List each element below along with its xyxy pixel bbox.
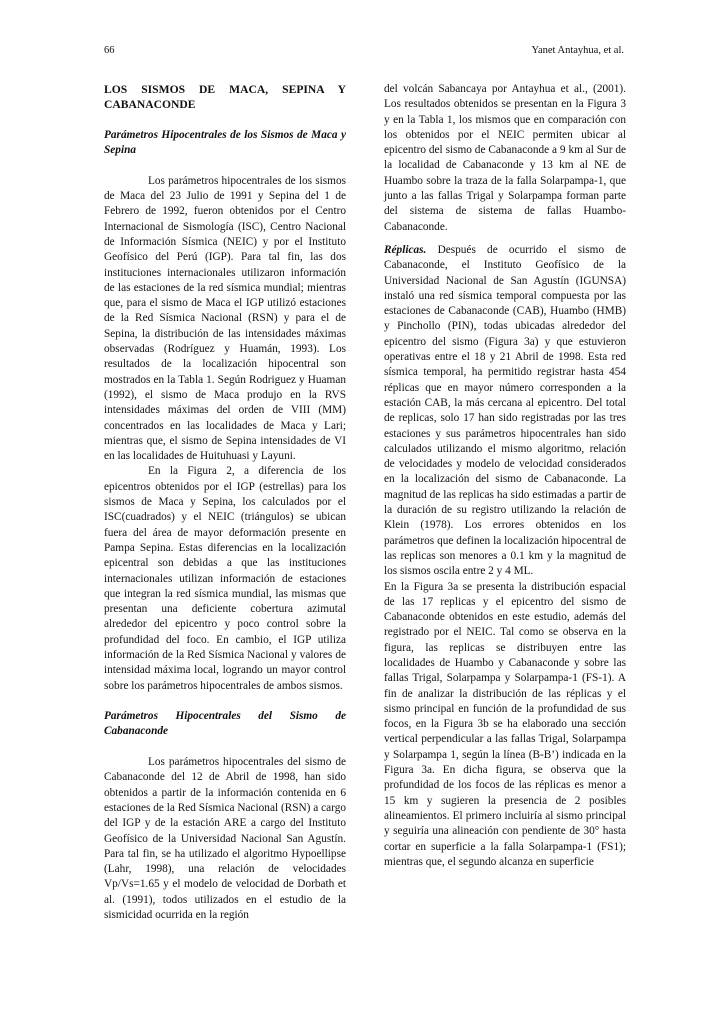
running-header — [104, 42, 624, 60]
section-title: LOS SISMOS DE MACA, SEPINA Y CABANACONDE — [104, 83, 346, 112]
paragraph-maca-sepina-1: Los parámetros hipocentrales de los sismos de Maca del 23 Julio de 1991 y Sepina del 1 de Febrero de 1992, fueron obtenidos por el Centro Internacional de Sismología (ISC), Centro Nacional de Información Sísmica (NEIC) y por el Instituto Geofísico del Perú (IGP). Para tal fin, las dos instituciones internacionales utilizaron información de las estaciones de la red sísmica mundial; mientras que, para el sismo de Maca el IGP utilizó estaciones de la Red Sísmica Nacional (RSN) y para el de Sepina, la distribución de las intensidades máximas observadas (Rodríguez y Huamán, 1993). Los resultados de la localización hipocentral son mostrados en la Tabla 1. Según Rodriguez y Huaman (1992), el sismo de Maca produjo en la RVS intensidades máximas del orden de VIII (MM) concentrados en las localidades de Maca y Lari; mientras que, el sismo de Sepina intensidades de VI en las localidades de Huituhuasi y Layuni. — [104, 174, 346, 463]
left-column — [104, 82, 346, 923]
paragraph-replicas-distribution: En la Figura 3a se presenta la distribución espacial de las 17 replicas y el epicentro del sismo de Cabanaconde obtenidos en este estudio, además del registrado por el NEIC. Tal como se observa en la figura, las replicas se distribuyen entre las localidades de Huambo y Cabanaconde y sobre las fallas Trigal, Solarpampa y Solarpampa-1 (FS-1). A fin de analizar la distribución de las réplicas y el sismo principal en función de la profundidad de sus focos, en la Figura 3b se ha elaborado una sección vertical perpendicular a las fallas Trigal, Solarpampa y Solarpampa 1, según la línea (B-B’) indicada en la Figura 3a. En dicha figura, se observa que la profundidad de los focos de las réplicas es menor a 15 km y sugieren la presencia de 2 posibles alineamientos. El primero incluiría al sismo principal y seguiría una alineación con pendiente de 30° hasta cortar en superficie a la falla Solarpampa-1 (FS1); mientras que, el segundo alcanza en superficie — [384, 580, 626, 868]
right-column — [384, 82, 626, 870]
subheading-maca-sepina: Parámetros Hipocentrales de los Sismos de Maca y Sepina — [104, 128, 346, 157]
replicas-lead-in: Réplicas. — [384, 243, 427, 256]
paragraph-maca-sepina-2: En la Figura 2, a diferencia de los epicentros obtenidos por el IGP (estrellas) para los sismos de Maca y Sepina, los calculados por el ISC(cuadrados) y el NEIC (triángulos) se ubican fuera del área de mayor deformación presente en Pampa Sepina. Estas diferencias en la localización epicentral son debidas a que las instituciones internacionales utilizan información de estaciones que integran la red sísmica mundial, las mismas que presentan una deficiente cobertura azimutal alrededor del epicentro y poco control sobre la profundidad del foco. En cambio, el IGP utiliza información de la Red Sísmica Nacional y valores de intensidad máxima local, logrando un mayor control sobre los parámetros hipocentrales de ambos sismos. — [104, 465, 346, 692]
replicas-text: Después de ocurrido el sismo de Cabanaconde, el Instituto Geofísico de la Universidad Nacional de San Agustín (IGUNSA) instaló una red sísmica temporal compuesta por las estaciones de Cabanaconde (CAB), Huambo (HMB) y Pinchollo (PIN), todas ubicadas alrededor del epicentro del sismo (Figura 3a) y que estuvieron operativas entre el 18 y 21 Abril de 1998. Esta red sísmica temporal, ha permitido registrar hasta 454 réplicas que en mayor número corresponden a la estación CAB, la más cercana al epicentro. Del total de replicas, solo 17 han sido registradas por las tres estaciones y sus parámetros hipocentrales han sido calculados utilizando el mismo algoritmo, relación de velocidades y modelo de velocidad considerados en la localización del sismo de Cabanaconde. La magnitud de las replicas ha sido estimadas a partir de la duración de su registro utilizando la relación de Klein (1978). Los errores obtenidos en los parámetros que definen la localización hipocentral de las replicas son menores a 0.1 km y la magnitud de los sismos oscila entre 2 y 4 ML. — [384, 243, 626, 578]
paragraph-cabanaconde-continued: del volcán Sabancaya por Antayhua et al., (2001). Los resultados obtenidos se presentan en la Figura 3 y en la Tabla 1, los mismos que en comparación con los obtenidos por el NEIC permiten ubicar al epicentro del sismo de Cabanaconde a 9 km al Sur de la localidad de Cabanaconde y 13 km al NE de Huambo sobre la traza de la falla Solarpampa-1, que junto a las fallas Trigal y Solarpampa forman parte del sistema de sistema de fallas Huambo-Cabanaconde. — [384, 83, 626, 233]
page-number: 66 — [104, 45, 115, 56]
paragraph-replicas — [384, 243, 626, 580]
subheading-cabanaconde: Parámetros Hipocentrales del Sismo de Cabanaconde — [104, 710, 346, 738]
running-author: Yanet Antayhua, et al. — [531, 45, 624, 56]
paragraph-cabanaconde-1: Los parámetros hipocentrales del sismo de Cabanaconde del 12 de Abril de 1998, han sido obtenidos a partir de la información contenida en 6 estaciones de la Red Sísmica Nacional (RSN) a cargo del IGP y de la estación ARE a cargo del Instituto Geofísico de la Universidad Nacional San Agustín. Para tal fin, se ha utilizado el algoritmo Hypoellipse (Lahr, 1998), una relación de velocidades Vp/Vs=1.65 y el modelo de velocidad de Dorbath et al. (1991), todos utilizados en el estudio de la sismicidad ocurrida en la región — [104, 756, 346, 922]
